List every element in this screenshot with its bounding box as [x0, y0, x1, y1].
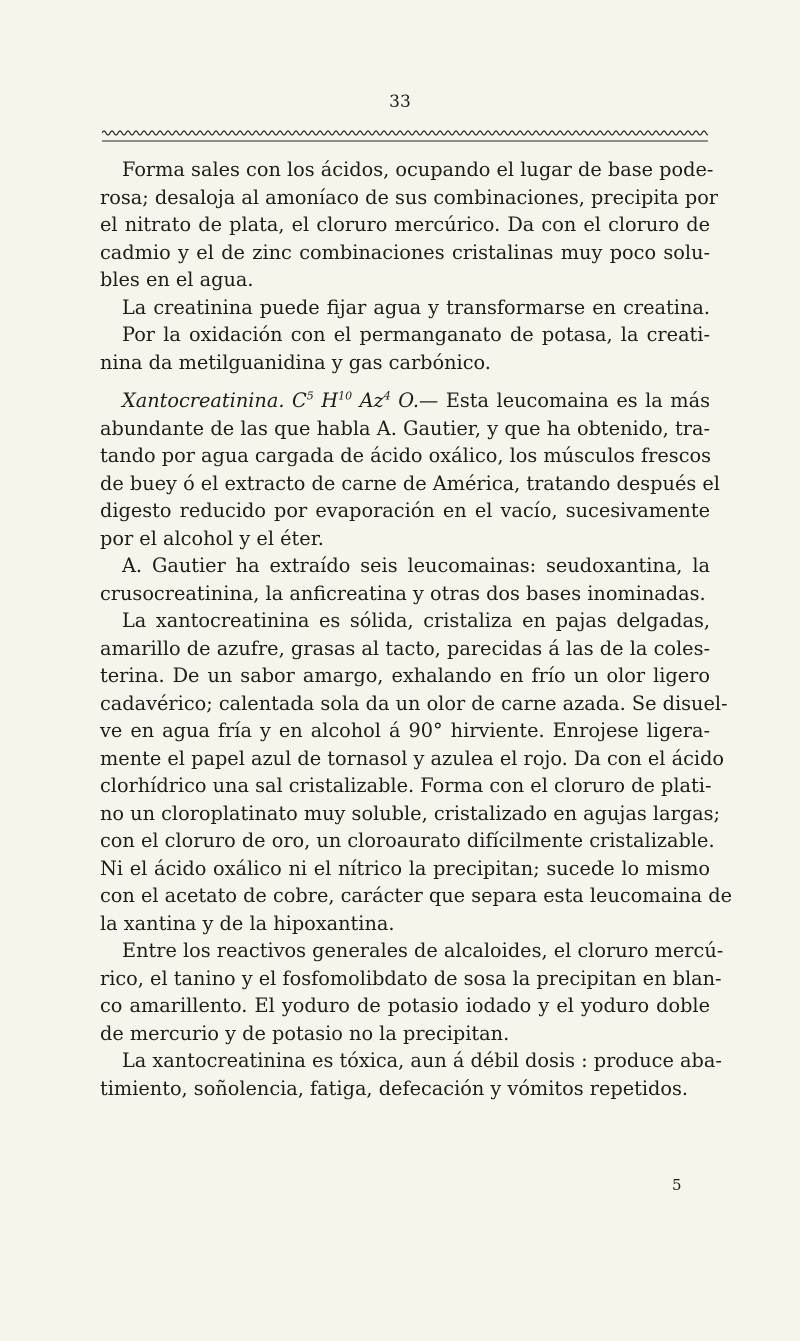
- text-line: terina. De un sabor amargo, exhalando en frío un olor ligero: [100, 664, 710, 687]
- section-title: Xantocreatinina.: [122, 389, 285, 412]
- text-line: digesto reducido por evaporación en el vacío, sucesivamente: [100, 499, 710, 522]
- text-line: co amarillento. El yoduro de potasio iodado y el yoduro doble: [100, 994, 710, 1017]
- paragraph: [100, 552, 710, 607]
- text-line: por el alcohol y el éter.: [100, 526, 324, 550]
- text-line: Forma sales con los ácidos, ocupando el lugar de base pode-: [122, 158, 714, 181]
- text-line: amarillo de azufre, grasas al tacto, parecidas á las de la coles-: [100, 636, 710, 660]
- text-line: cadmio y el de zinc combinaciones cristalinas muy poco solu-: [100, 240, 710, 264]
- text-line: de mercurio y de potasio no la precipitan.: [100, 1021, 510, 1045]
- text-line: timiento, soñolencia, fatiga, defecación y vómitos repetidos.: [100, 1076, 689, 1100]
- text-line: bles en el agua.: [100, 268, 254, 291]
- text-line: Por la oxidación con el permanganato de potasa, la creati-: [122, 323, 710, 346]
- text-line: el nitrato de plata, el cloruro mercúrico. Da con el cloruro de: [100, 213, 710, 236]
- paragraph: [100, 156, 719, 294]
- text-line: abundante de las que habla A. Gautier, y que ha obtenido, tra-: [100, 416, 710, 440]
- wavy-line: [102, 131, 708, 135]
- paragraph: [100, 937, 724, 1047]
- text-line: La xantocreatinina es tóxica, aun á débil dosis : produce aba-: [122, 1049, 722, 1072]
- text-line: Entre los reactivos generales de alcaloides, el cloruro mercú-: [122, 939, 724, 962]
- text-line: cadavérico; calentada sola da un olor de carne azada. Se disuel-: [100, 691, 728, 715]
- text-line: A. Gautier ha extraído seis leucomainas: seudoxantina, la: [122, 554, 710, 577]
- paragraph: [100, 1047, 722, 1102]
- signature-mark: 5: [672, 1176, 682, 1194]
- text-line: no un cloroplatinato muy soluble, cristalizado en agujas largas;: [100, 801, 721, 825]
- paragraph: [100, 607, 733, 937]
- text-line: ve en agua fría y en alcohol á 90° hirviente. Enrojese ligera-: [100, 719, 710, 742]
- text-line: la xantina y de la hipoxantina.: [100, 911, 395, 935]
- header-ornament-rule: [102, 128, 708, 144]
- text-line: rosa; desaloja al amoníaco de sus combinaciones, precipita por: [100, 185, 719, 209]
- text-line: Ni el ácido oxálico ni el nítrico la precipitan; sucede lo mismo: [100, 856, 710, 880]
- text-line: nina da metilguanidina y gas carbónico.: [100, 350, 491, 374]
- text-line: Xantocreatinina. $C^5$ $H^{10}$ Az$^4$ O.— Esta leucomaina es la más: [122, 389, 710, 412]
- text-line: La creatinina puede fijar agua y transformarse en creatina.: [122, 295, 710, 319]
- paragraph: [100, 294, 710, 377]
- page-number: 33: [389, 92, 411, 112]
- text-line: mente el papel azul de tornasol y azulea el rojo. Da con el ácido: [100, 746, 725, 770]
- text-line: de buey ó el extracto de carne de América, tratando después el: [100, 471, 720, 495]
- text-line: con el acetato de cobre, carácter que separa esta leucomaina de: [100, 884, 733, 907]
- text-line: tando por agua cargada de ácido oxálico, los músculos frescos: [100, 444, 712, 467]
- text-line: clorhídrico una sal cristalizable. Forma con el cloruro de plati-: [100, 774, 712, 797]
- text-line: crusocreatinina, la anficreatina y otras dos bases inominadas.: [100, 581, 706, 605]
- body-text: [100, 156, 733, 1102]
- paragraph: [100, 387, 720, 552]
- text-line: rico, el tanino y el fosfomolibdato de sosa la precipitan en blan-: [100, 966, 722, 990]
- chemical-formula: $C^5$ $H^{10}$ Az$^4$ O.: [291, 389, 420, 412]
- text-line: La xantocreatinina es sólida, cristaliza en pajas delgadas,: [122, 609, 710, 632]
- text-line: con el cloruro de oro, un cloroaurato difícilmente cristalizable.: [100, 829, 715, 852]
